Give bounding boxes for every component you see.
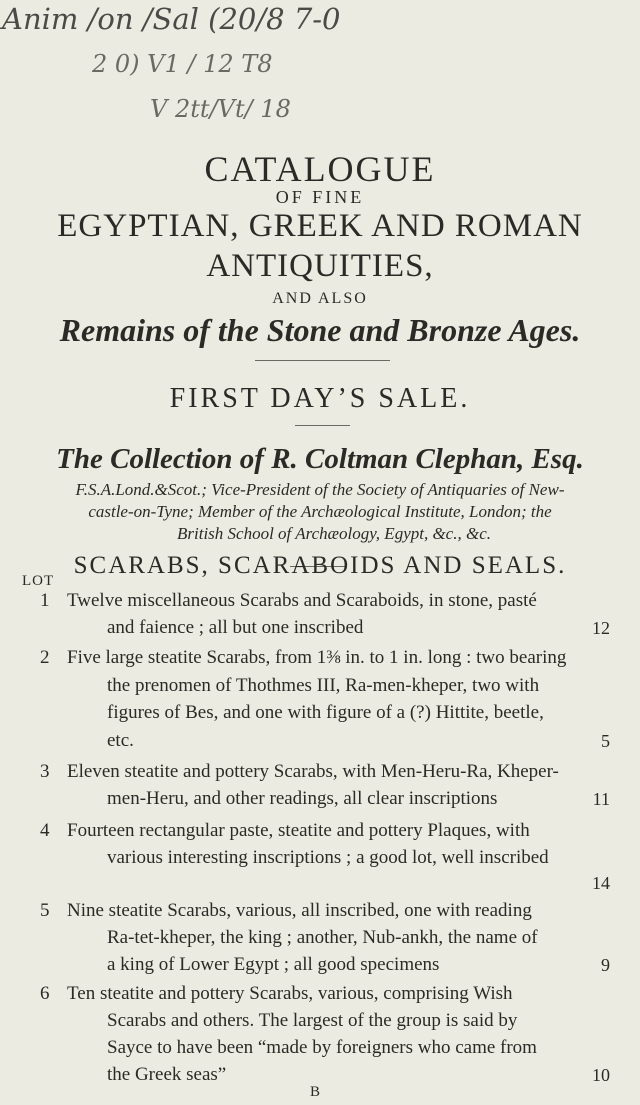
lot-price: 14 — [592, 873, 610, 893]
title-line1: EGYPTIAN, GREEK AND ROMAN — [57, 208, 583, 244]
lot-description-line: and faience ; all but one inscribed — [107, 617, 364, 638]
lot-description-line: a king of Lower Egypt ; all good specimens — [107, 954, 440, 975]
handwritten-note-line1: Anim /on /Sal (20/8 7-0 — [2, 2, 341, 36]
lot-price: 12 — [592, 618, 610, 638]
sale-heading: FIRST DAY’S SALE. — [169, 383, 471, 414]
lot-number: 5 — [40, 900, 50, 921]
lot-description-line: Sayce to have been “made by foreigners who came from — [107, 1037, 537, 1058]
lot-description-line: Scarabs and others. The largest of the group is said by — [107, 1010, 518, 1031]
lot-number: 6 — [40, 983, 50, 1004]
lot-price: 5 — [601, 731, 610, 751]
of-fine-subtitle: OF FINE — [275, 187, 365, 207]
lot-price: 10 — [592, 1065, 610, 1085]
lot-description-line: men-Heru, and other readings, all clear inscriptions — [107, 788, 498, 809]
lot-description-line: etc. — [107, 730, 134, 751]
lot-description-line: Fourteen rectangular paste, steatite and pottery Plaques, with — [67, 820, 530, 841]
lot-number: 4 — [40, 820, 50, 841]
lot-description-line: Eleven steatite and pottery Scarabs, with Men-Heru-Ra, Kheper- — [67, 761, 559, 782]
lot-description-line: Ten steatite and pottery Scarabs, various, comprising Wish — [67, 983, 513, 1004]
remains-heading: Remains of the Stone and Bronze Ages. — [59, 312, 581, 348]
lot-price: 9 — [601, 955, 610, 975]
handwritten-note-line2: 2 0) V1 / 12 T8 — [92, 50, 273, 78]
catalogue-title: CATALOGUE — [204, 149, 436, 189]
collection-desc-line2: castle-on-Tyne; Member of the Archæological Institute, London; the — [88, 502, 552, 521]
collection-desc-line1: F.S.A.Lond.&Scot.; Vice-President of the Society of Antiquaries of New- — [75, 480, 565, 499]
lot-description-line: Five large steatite Scarabs, from 1⅜ in. to 1 in. long : two bearing — [67, 647, 567, 668]
lot-description-line: the prenomen of Thothmes III, Ra-men-kheper, two with — [107, 675, 540, 696]
lot-description-line: figures of Bes, and one with figure of a (?) Hittite, beetle, — [107, 702, 544, 723]
collection-desc-line3: British School of Archæology, Egypt, &c., &c. — [177, 524, 491, 543]
lot-number: 1 — [40, 590, 50, 611]
lot-description-line: Ra-tet-kheper, the king ; another, Nub-ankh, the name of — [107, 927, 538, 948]
collection-title: The Collection of R. Coltman Clephan, Esq. — [56, 443, 584, 475]
lot-description-line: the Greek seas” — [107, 1064, 227, 1085]
section-heading: SCARABS, SCARABOIDS AND SEALS. — [73, 552, 567, 579]
lot-description-line: Nine steatite Scarabs, various, all inscribed, one with reading — [67, 900, 532, 921]
lot-description-line: various interesting inscriptions ; a good lot, well inscribed — [107, 847, 549, 868]
lot-label: LOT — [22, 573, 55, 589]
divider-rule — [255, 360, 390, 361]
handwritten-note-line3: V 2tt/Vt/ 18 — [150, 95, 291, 123]
signature-mark: B — [310, 1084, 321, 1100]
lot-price: 11 — [592, 789, 610, 809]
divider-rule-small — [295, 425, 350, 426]
lot-number: 3 — [40, 761, 50, 782]
lot-number: 2 — [40, 647, 50, 668]
lot-description-line: Twelve miscellaneous Scarabs and Scaraboids, in stone, pasté — [67, 590, 537, 611]
title-line2: ANTIQUITIES, — [206, 248, 434, 284]
and-also-text: AND ALSO — [272, 290, 368, 307]
